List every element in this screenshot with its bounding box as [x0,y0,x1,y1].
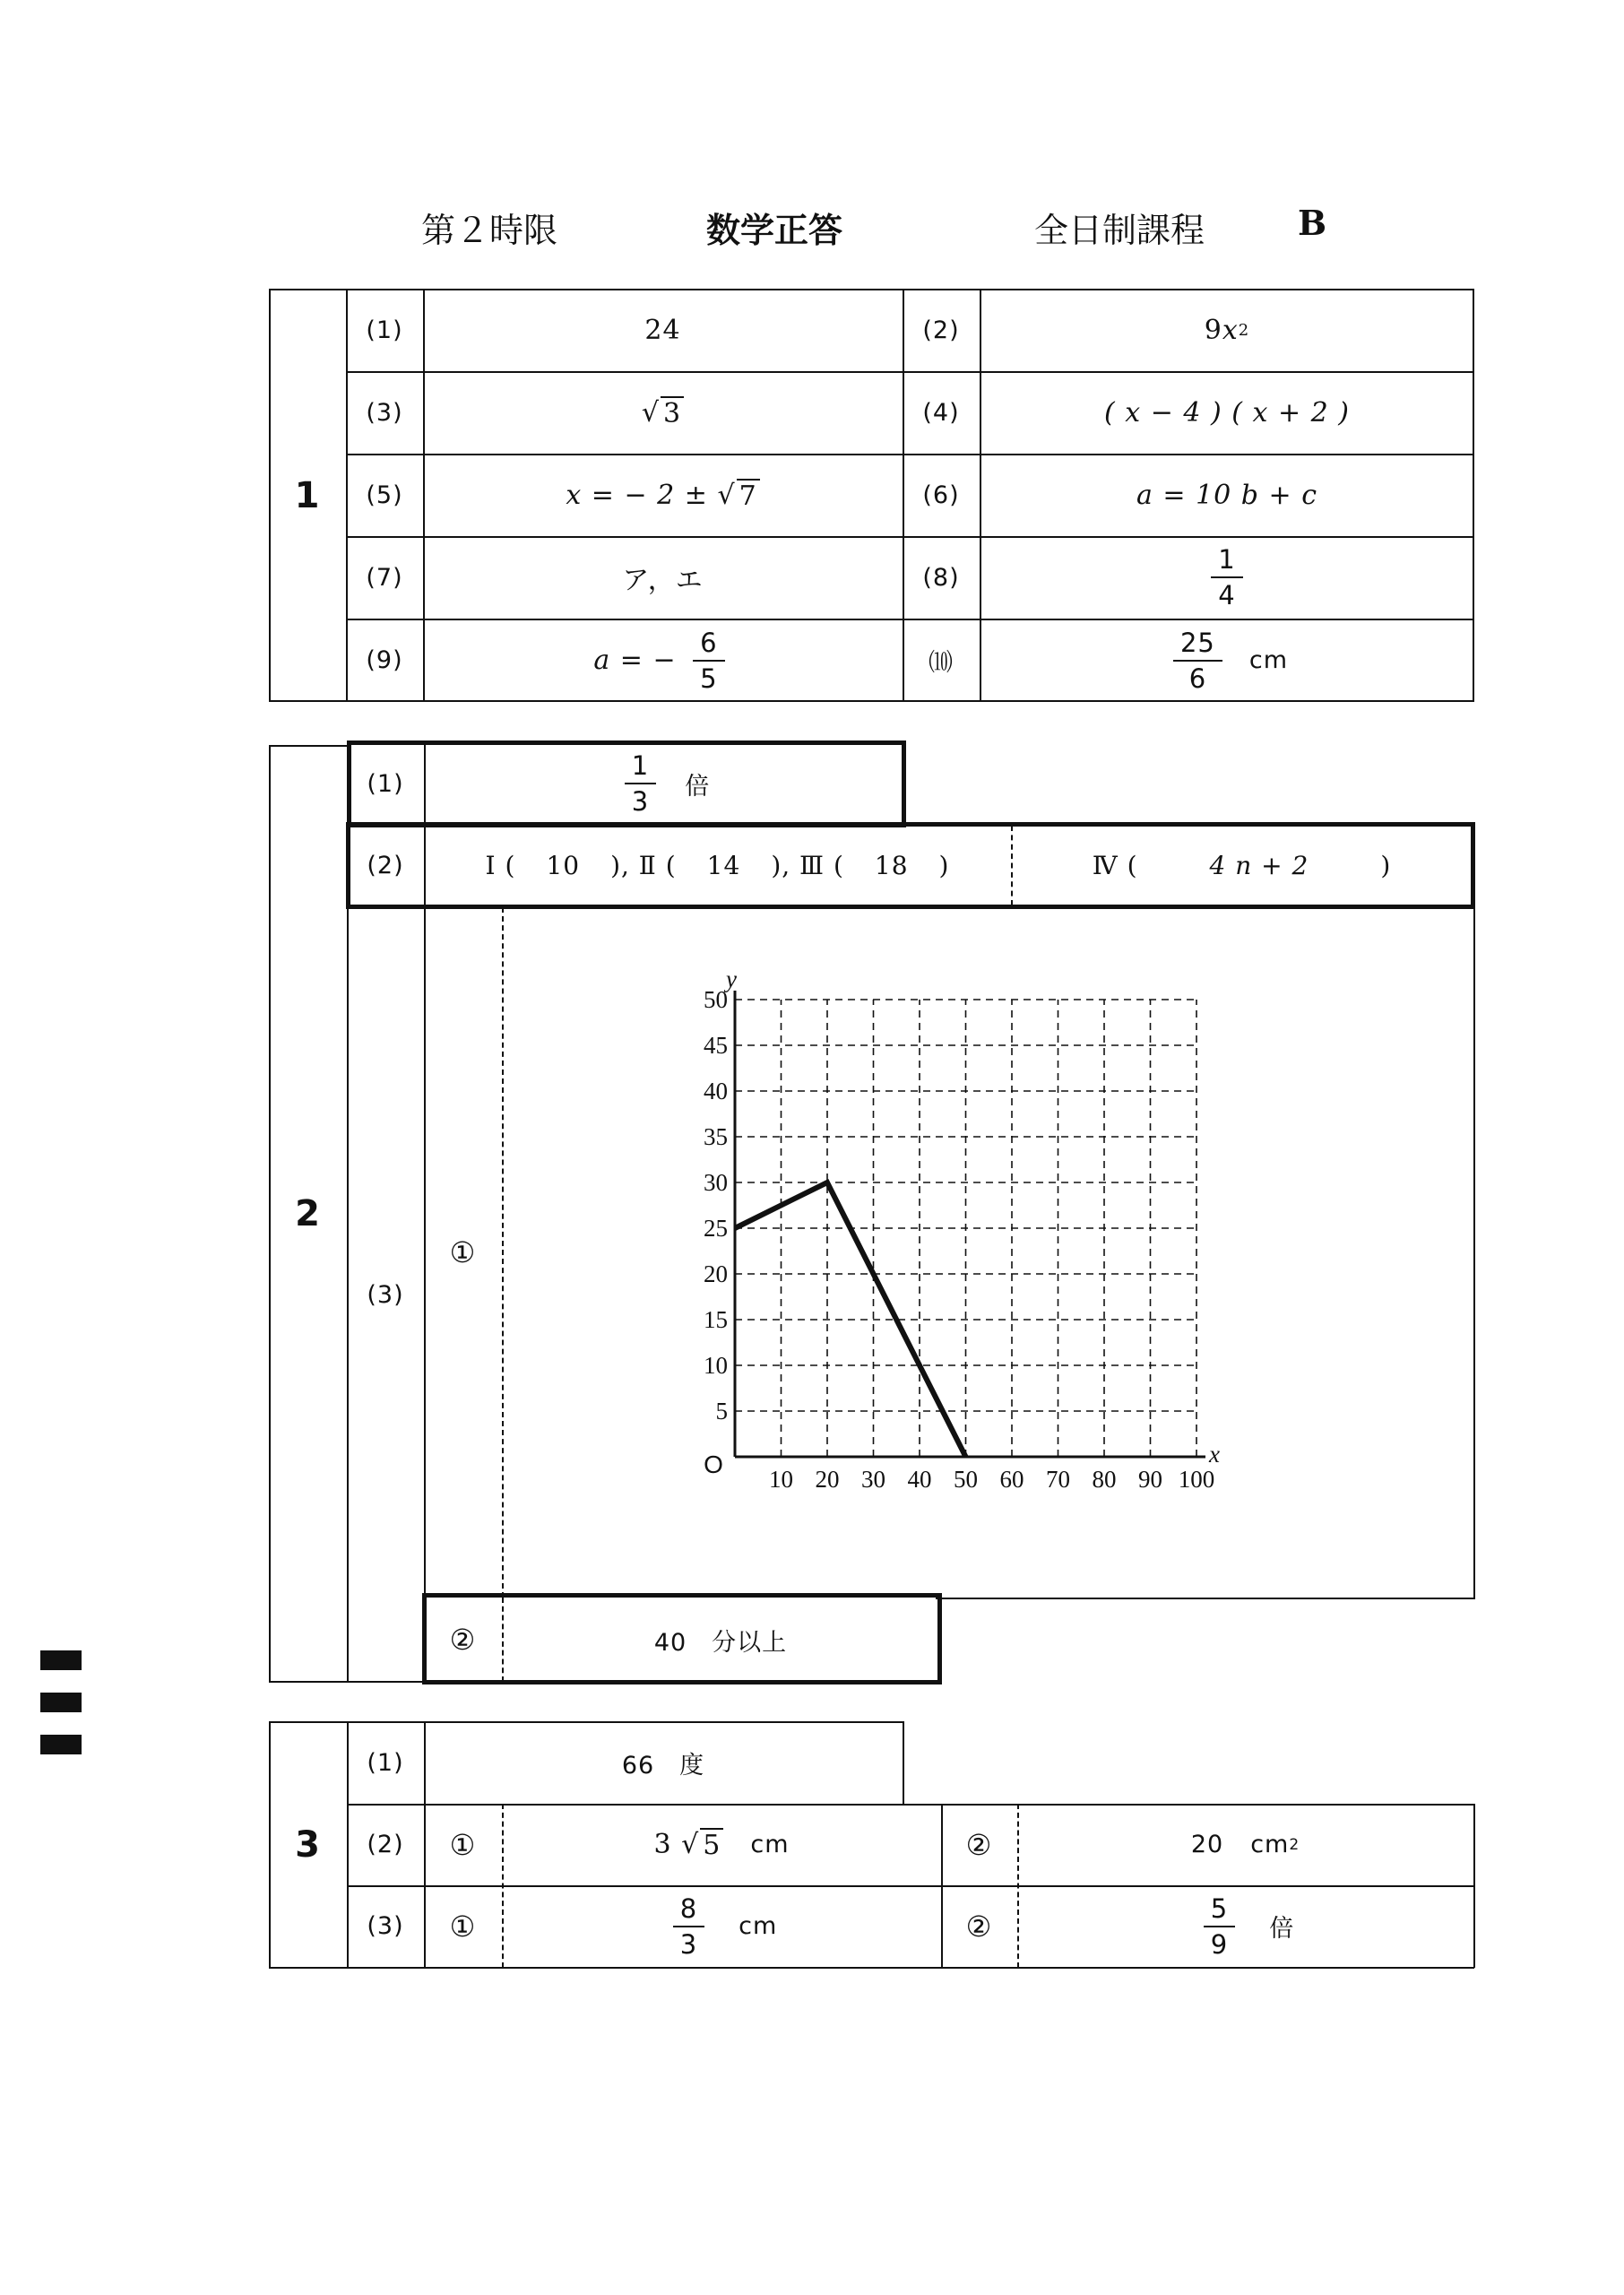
q1-item-label: (7) [366,563,403,592]
question-number-1: 1 [294,474,321,516]
q2-part3-sub2-answer: 40 分以上 [653,1628,788,1657]
q2-part2-label: (2) [367,852,404,879]
q3-part3-sub2-label: ② [965,1909,993,1944]
q1-item-label: (1) [366,316,403,344]
x-tick-label: 60 [999,1466,1024,1493]
q1-item-label: (4) [922,398,960,427]
y-axis-label: y [726,966,737,992]
x-tick-label: 10 [769,1466,793,1493]
y-tick-label: 35 [704,1123,728,1150]
q3-part3-sub1-label: ① [449,1909,477,1944]
graph-axes [735,991,1205,1457]
x-axis-label: x [1209,1441,1220,1468]
q3-part2-label: (2) [367,1831,404,1858]
margin-mark [40,1650,82,1670]
x-tick-label: 90 [1138,1466,1162,1493]
y-tick-label: 40 [704,1078,728,1104]
q3-part2-sub1-label: ① [449,1827,477,1862]
q3-part2-sub1-answer: 3 √ 5 cm [653,1829,790,1861]
period-label: 第２時限 [421,211,558,250]
y-tick-label: 5 [715,1398,728,1425]
q2-part1-label: (1) [367,769,404,798]
q3-part2-sub2-answer: 20 cm 2 [1190,1831,1300,1858]
margin-mark [40,1693,82,1712]
q1-answer-6: a = 10 b + c [1136,479,1318,511]
q1-item-label: (2) [922,316,960,344]
y-tick-label: 10 [704,1352,728,1379]
q1-item-label: (5) [366,481,403,509]
q1-item-label: (8) [922,563,960,592]
q1-item-label: ⑽ [929,649,954,677]
q2-part1-answer: $\frac{1}{3}$ 倍 [424,742,903,825]
x-tick-label: 40 [907,1466,932,1493]
q1-answer-1: 24 [644,314,681,346]
q3-part1-label: (1) [367,1748,404,1777]
q3-part2-sub2-label: ② [965,1827,993,1862]
q1-item-label: (3) [366,398,403,427]
q1-answer-3: √ 3 [423,371,903,454]
y-tick-label: 45 [704,1032,728,1059]
x-tick-label: 70 [1046,1466,1070,1493]
q2-part3-label: (3) [367,1280,404,1309]
q3-part3-sub2-answer: $\frac{5}{9}$ 倍 [1017,1885,1473,1967]
graph [681,950,1237,1506]
q2-part2-answer-a: Ⅰ ( 10 ), Ⅱ ( 14 ), Ⅲ ( 18 ) [485,851,950,880]
y-tick-label: 30 [704,1169,728,1196]
q1-answer-7: ア，エ [622,565,704,596]
q1-answer-4: ( x − 4 ) ( x + 2 ) [1104,396,1350,429]
q1-item-label: (6) [922,481,960,509]
origin-label: O [704,1451,723,1478]
question-number-3: 3 [295,1823,321,1866]
y-tick-label: 25 [704,1215,728,1242]
x-tick-label: 80 [1092,1466,1117,1493]
margin-mark [40,1735,82,1754]
q1-answer-10: $\frac{25}{6}$ cm [980,619,1474,702]
q2-part3-sub1-label: ① [449,1235,477,1269]
q1-item-label: (9) [366,646,403,674]
q1-answer-2: 9 x 2 [1204,314,1250,346]
y-tick-label: 20 [704,1260,728,1287]
q1-answer-5: x = − 2 ± √ 7 [423,454,903,536]
graph-grid [735,1000,1196,1457]
q3-part1-answer: 66 度 [621,1751,705,1780]
q1-answer-9: a = − $\frac{6}{5}$ [423,619,903,702]
q2-part3-sub2-label: ② [449,1623,477,1657]
subject-title: 数学正答 [706,211,843,250]
x-tick-label: 20 [815,1466,840,1493]
page-header [421,199,1344,253]
version-label: B [1298,203,1327,243]
q3-part3-label: (3) [367,1912,404,1940]
question-number-2: 2 [295,1192,321,1234]
q2-part2-answer-b: Ⅳ ( 4 n + 2 ) [1092,851,1392,880]
q1-answer-8: $\frac{1}{4}$ [980,536,1474,619]
y-tick-label: 50 [704,986,728,1013]
q3-part3-sub1-answer: $\frac{8}{3}$ cm [502,1885,941,1967]
y-tick-label: 15 [704,1306,728,1333]
x-tick-label: 30 [861,1466,885,1493]
course-label: 全日制課程 [1034,211,1205,250]
x-tick-label: 50 [954,1466,978,1493]
x-tick-label: 100 [1178,1466,1215,1493]
